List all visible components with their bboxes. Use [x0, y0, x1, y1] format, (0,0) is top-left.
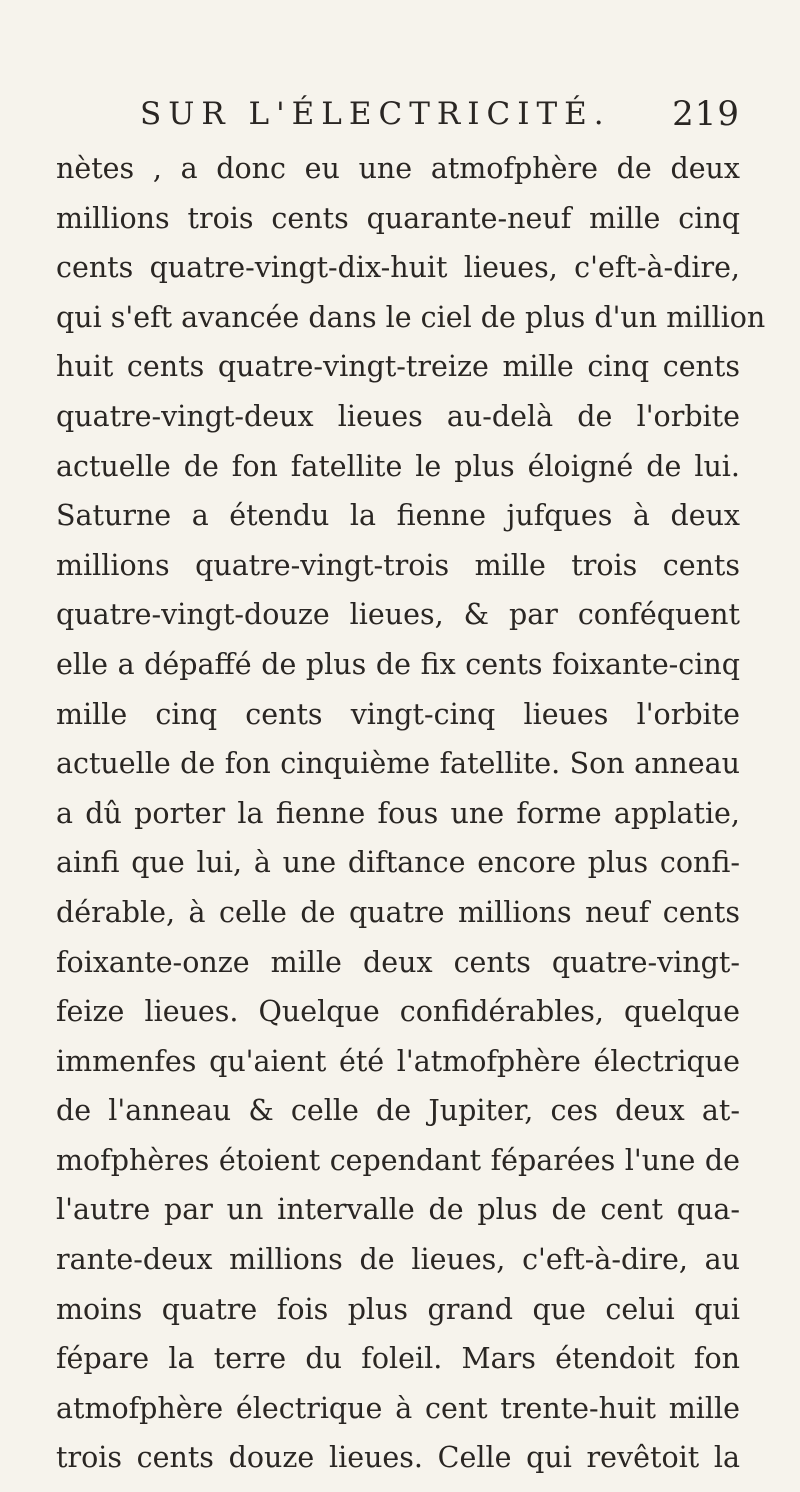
running-title: SUR L'ÉLECTRICITÉ.: [140, 96, 611, 132]
text-line: quatre-vingt-douze lieues, & par conféquent: [56, 598, 740, 632]
body-text: [56, 144, 766, 1483]
running-head: [140, 92, 740, 136]
text-line: feize lieues. Quelque confidérables, quelque: [56, 995, 740, 1029]
text-line: mofphères étoient cependant féparées l'une de: [56, 1143, 740, 1177]
page-number: 219: [672, 94, 740, 134]
text-line: huit cents quatre-vingt-treize mille cinq cents: [56, 350, 740, 384]
text-line: millions quatre-vingt-trois mille trois cents: [56, 548, 740, 582]
text-line: actuelle de fon cinquième fatellite. Son anneau: [56, 747, 740, 781]
text-line: a dû porter la fienne fous une forme applatie,: [56, 796, 740, 830]
text-line: Saturne a étendu la fienne jufques à deux: [56, 499, 740, 533]
text-line: l'autre par un intervalle de plus de cent qua-: [56, 1193, 740, 1227]
text-line: quatre-vingt-deux lieues au-delà de l'orbite: [56, 399, 740, 433]
text-line: actuelle de fon fatellite le plus éloigné de lui.: [56, 449, 740, 483]
text-line: millions trois cents quarante-neuf mille cinq: [56, 201, 740, 235]
text-line: dérable, à celle de quatre millions neuf cents: [56, 895, 740, 929]
text-line: rante-deux millions de lieues, c'eft-à-dire, au: [56, 1243, 740, 1277]
text-line: atmofphère électrique à cent trente-huit mille: [56, 1391, 740, 1425]
text-line: moins quatre fois plus grand que celui qui: [56, 1292, 740, 1326]
text-line: ainfi que lui, à une diftance encore plus confi-: [56, 846, 740, 880]
text-line: mille cinq cents vingt-cinq lieues l'orbite: [56, 697, 740, 731]
text-line: foixante-onze mille deux cents quatre-vingt-: [56, 945, 740, 979]
text-line: de l'anneau & celle de Jupiter, ces deux at-: [56, 1094, 740, 1128]
text-line: immenfes qu'aient été l'atmofphère électrique: [56, 1044, 740, 1078]
text-line: cents quatre-vingt-dix-huit lieues, c'eft-à-dire,: [56, 251, 740, 285]
text-line: trois cents douze lieues. Celle qui revêtoit la: [56, 1441, 740, 1475]
text-line: fépare la terre du foleil. Mars étendoit fon: [56, 1342, 740, 1376]
text-line: qui s'eft avancée dans le ciel de plus d'un million: [56, 300, 766, 334]
text-line: elle a dépaffé de plus de fix cents foixante-cinq: [56, 647, 740, 681]
text-line: nètes , a donc eu une atmofphère de deux: [56, 152, 740, 185]
